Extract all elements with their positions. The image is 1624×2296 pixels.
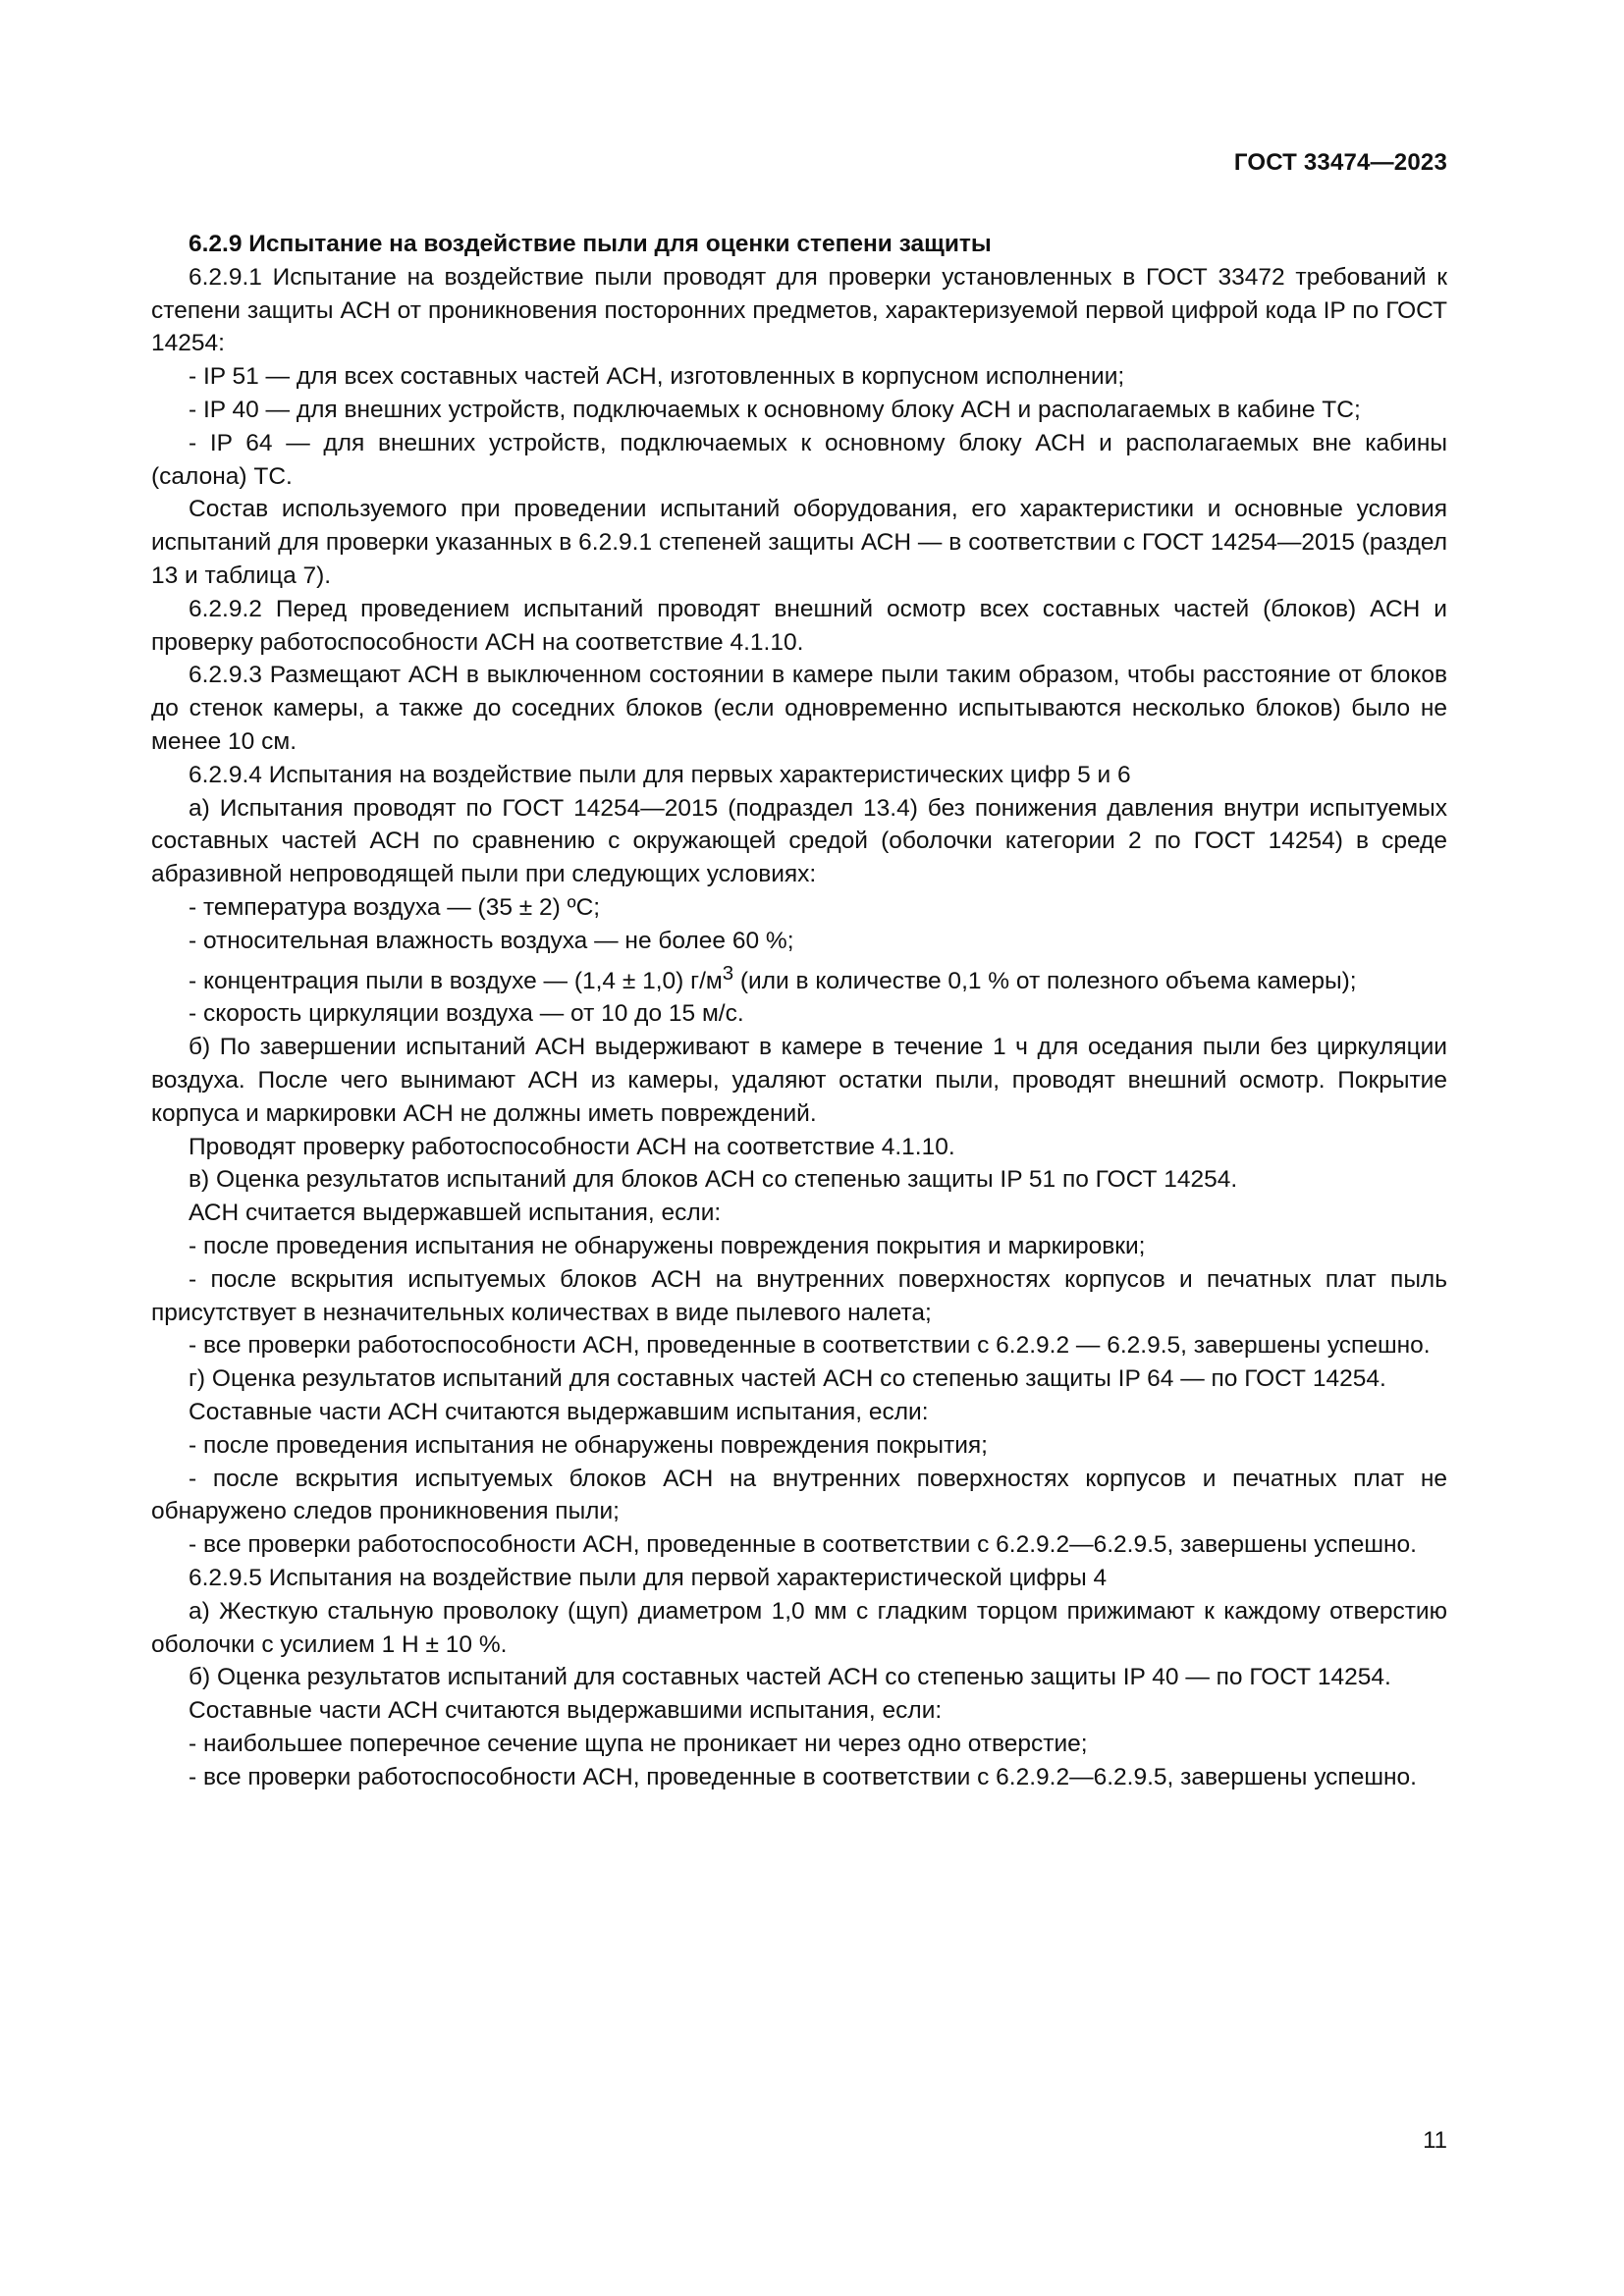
concentration-text: - концентрация пыли в воздухе — (1,4 ± 1,0) г/м (189, 967, 723, 994)
list-item: - IP 40 — для внешних устройств, подключаемых к основному блоку АСН и располагаемых в кабине ТС; (189, 396, 1361, 423)
list-item: - наибольшее поперечное сечение щупа не проникает ни через одно отверстие; (189, 1731, 1088, 1758)
list-item: - после проведения испытания не обнаружены повреждения покрытия; (189, 1431, 988, 1459)
paragraph: в) Оценка результатов испытаний для блоков АСН со степенью защиты IP 51 по ГОСТ 14254. (189, 1166, 1238, 1194)
list-item: - все проверки работоспособности АСН, проведенные в соответствии с 6.2.9.2—6.2.9.5, завершены успешно. (189, 1531, 1417, 1559)
paragraph: 6.2.9.2 Перед проведением испытаний проводят внешний осмотр всех составных частей (блоков) АСН и проверку работоспособности АСН на соответствие 4.1.10. (151, 595, 1447, 656)
list-item: - IP 51 — для всех составных частей АСН, изготовленных в корпусном исполнении; (189, 363, 1125, 391)
paragraph: Проводят проверку работоспособности АСН на соответствие 4.1.10. (189, 1133, 955, 1160)
list-item: - после проведения испытания не обнаружены повреждения покрытия и маркировки; (189, 1233, 1146, 1260)
paragraph: 6.2.9.4 Испытания на воздействие пыли для первых характеристических цифр 5 и 6 (189, 761, 1131, 788)
list-item: - IP 64 — для внешних устройств, подключаемых к основному блоку АСН и располагаемых вне кабины (салона) ТС. (151, 429, 1447, 490)
document-body (151, 228, 1447, 1794)
list-item: - скорость циркуляции воздуха — от 10 до 15 м/с. (189, 1000, 744, 1028)
paragraph: 6.2.9.3 Размещают АСН в выключенном состоянии в камере пыли таким образом, чтобы расстояние от блоков до стенок камеры, а также до соседних блоков (если одновременно испытываются несколько блоков) было не менее 10 см. (151, 662, 1447, 755)
list-item: - все проверки работоспособности АСН, проведенные в соответствии с 6.2.9.2—6.2.9.5, завершены успешно. (189, 1763, 1417, 1790)
paragraph: б) Оценка результатов испытаний для составных частей АСН со степенью защиты IP 40 — по ГОСТ 14254. (189, 1664, 1391, 1691)
section-heading: 6.2.9 Испытание на воздействие пыли для оценки степени защиты (189, 231, 992, 257)
paragraph: АСН считается выдержавшей испытания, если: (189, 1200, 722, 1227)
list-item: - все проверки работоспособности АСН, проведенные в соответствии с 6.2.9.2 — 6.2.9.5, завершены успешно. (189, 1332, 1431, 1360)
list-item-concentration (151, 958, 1447, 998)
list-item: - после вскрытия испытуемых блоков АСН на внутренних поверхностях корпусов и печатных плат пыль присутствует в незначительных количествах в виде пылевого налета; (151, 1265, 1447, 1326)
paragraph: а) Жесткую стальную проволоку (щуп) диаметром 1,0 мм с гладким торцом прижимают к каждому отверстию оболочки с усилием 1 Н ± 10 %. (151, 1597, 1447, 1658)
paragraph: г) Оценка результатов испытаний для составных частей АСН со степенью защиты IP 64 — по ГОСТ 14254. (189, 1365, 1386, 1393)
paragraph: 6.2.9.1 Испытание на воздействие пыли проводят для проверки установленных в ГОСТ 33472 требований к степени защиты АСН от проникновения посторонних предметов, характеризуемой первой цифрой кода IP по ГОСТ 14254: (151, 263, 1447, 357)
list-item: - относительная влажность воздуха — не более 60 %; (189, 927, 794, 954)
paragraph: 6.2.9.5 Испытания на воздействие пыли для первой характеристической цифры 4 (189, 1565, 1108, 1592)
concentration-text-end: (или в количестве 0,1 % от полезного объема камеры); (733, 967, 1357, 994)
paragraph: Составные части АСН считаются выдержавшими испытания, если: (189, 1697, 943, 1725)
superscript: 3 (722, 962, 734, 985)
paragraph: Составные части АСН считаются выдержавшим испытания, если: (189, 1399, 929, 1426)
document-header: ГОСТ 33474—2023 (1233, 149, 1447, 176)
list-item: - после вскрытия испытуемых блоков АСН на внутренних поверхностях корпусов и печатных плат не обнаружено следов проникновения пыли; (151, 1465, 1447, 1525)
paragraph: а) Испытания проводят по ГОСТ 14254—2015 (подраздел 13.4) без понижения давления внутри испытуемых составных частей АСН по сравнению с окружающей средой (оболочки категории 2 по ГОСТ 14254) в среде абразивной непроводящей пыли при следующих условиях: (151, 794, 1447, 888)
page-number: 11 (1423, 2127, 1447, 2154)
list-item: - температура воздуха — (35 ± 2) ºC; (189, 893, 601, 921)
paragraph: Состав используемого при проведении испытаний оборудования, его характеристики и основные условия испытаний для проверки указанных в 6.2.9.1 степеней защиты АСН — в соответствии с ГОСТ 14254—2015 (раздел 13 и таблица 7). (151, 496, 1447, 589)
paragraph: б) По завершении испытаний АСН выдерживают в камере в течение 1 ч для оседания пыли без циркуляции воздуха. После чего вынимают АСН из камеры, удаляют остатки пыли, проводят внешний осмотр. Покрытие корпуса и маркировки АСН не должны иметь повреждений. (151, 1034, 1447, 1127)
